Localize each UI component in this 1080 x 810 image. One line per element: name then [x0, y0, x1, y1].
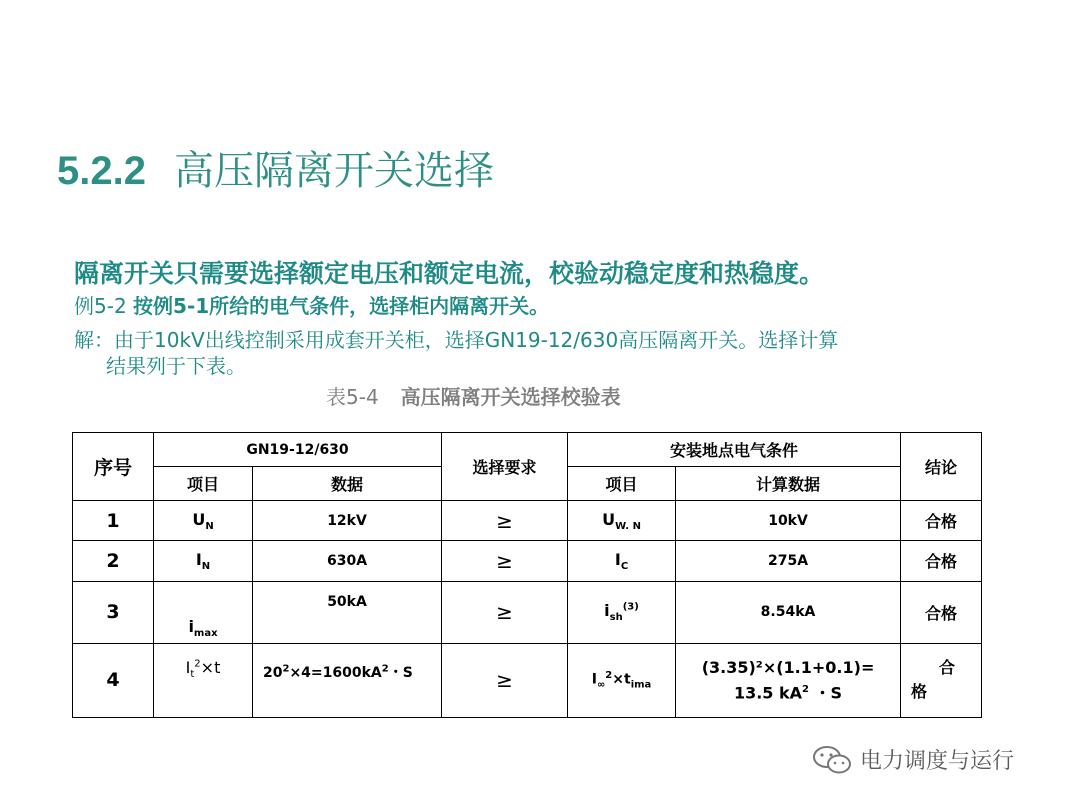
solution-line-2: 结果列于下表。 — [106, 354, 246, 378]
watermark — [812, 744, 1014, 775]
header-site-item: 项目 — [568, 467, 676, 501]
table-row — [73, 643, 982, 717]
table-row — [73, 541, 982, 581]
example-line — [74, 292, 549, 320]
cell-data: 630A — [253, 541, 442, 581]
cell-item: $I_t^2\times t$ — [154, 643, 253, 717]
solution-line-1: 解：由于10kV出线控制采用成套开关柜，选择GN19-12/630高压隔离开关。选择计算 — [74, 328, 839, 352]
table-caption — [326, 383, 621, 411]
cell-result: 合 格 — [901, 643, 982, 717]
header-seq: 序号 — [73, 433, 154, 501]
table-caption-number: 表5-4 — [326, 385, 379, 409]
cell-seq: 4 — [73, 643, 154, 717]
cell-site-item: $I_C$ — [568, 541, 676, 581]
cell-site-item: $i_{sh}^{(3)}$ — [568, 581, 676, 643]
cell-data: 12kV — [253, 501, 442, 541]
cell-calc: 275A — [676, 541, 901, 581]
section-title: 高压隔离开关选择 — [173, 148, 494, 194]
header-conclusion: 结论 — [901, 433, 982, 501]
lead-sentence: 隔离开关只需要选择额定电压和额定电流，校验动稳定度和热稳度。 — [74, 259, 825, 288]
header-requirement: 选择要求 — [442, 433, 568, 501]
cell-item: $U_N$ — [154, 501, 253, 541]
section-heading — [57, 142, 494, 200]
header-device: GN19-12/630 — [154, 433, 442, 467]
cell-data: 50kA — [253, 581, 442, 643]
watermark-text: 电力调度与运行 — [860, 749, 1015, 774]
cell-item: $i_{max}$ — [154, 581, 253, 643]
cell-item: $I_N$ — [154, 541, 253, 581]
header-data: 数据 — [253, 467, 442, 501]
cell-seq: 2 — [73, 541, 154, 581]
cell-result: 合格 — [901, 541, 982, 581]
cell-site-item: $I_\infty^2\times t_{ima}$ — [568, 643, 676, 717]
header-item: 项目 — [154, 467, 253, 501]
header-site: 安装地点电气条件 — [568, 433, 901, 467]
cell-requirement: ≥ — [442, 501, 568, 541]
cell-data: $20^2\times 4=1600kA^2$・S — [253, 643, 442, 717]
section-number: 5.2.2 — [57, 149, 146, 193]
table-row — [73, 501, 982, 541]
cell-calc: (3.35)²×(1.1+0.1)= 13.5 $kA^2$ ・S — [676, 643, 901, 717]
cell-result: 合格 — [901, 581, 982, 643]
cell-requirement: ≥ — [442, 643, 568, 717]
cell-seq: 1 — [73, 501, 154, 541]
check-table — [72, 432, 982, 718]
cell-seq: 3 — [73, 581, 154, 643]
cell-calc: 10kV — [676, 501, 901, 541]
example-text: 按例5-1所给的电气条件，选择柜内隔离开关。 — [133, 294, 550, 318]
header-calc: 计算数据 — [676, 467, 901, 501]
cell-result: 合格 — [901, 501, 982, 541]
cell-site-item: $U_{W. N}$ — [568, 501, 676, 541]
wechat-icon — [812, 745, 852, 775]
table-caption-title: 高压隔离开关选择校验表 — [400, 385, 621, 409]
cell-requirement: ≥ — [442, 541, 568, 581]
cell-requirement: ≥ — [442, 581, 568, 643]
table-row — [73, 581, 982, 643]
cell-calc: 8.54kA — [676, 581, 901, 643]
example-prefix: 例5-2 — [74, 294, 134, 318]
